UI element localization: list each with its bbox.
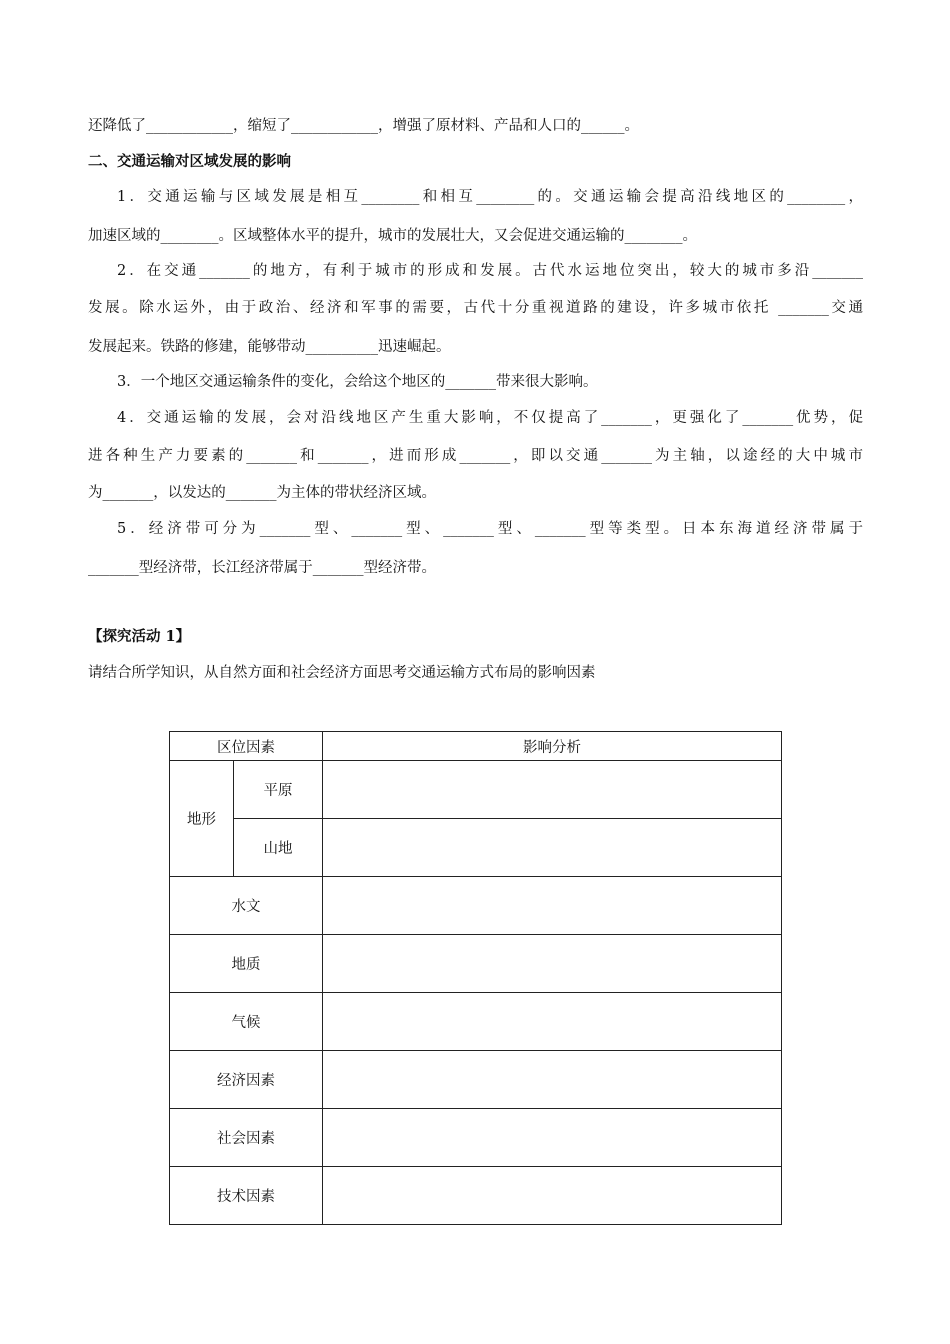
factor-cell: 地质 <box>170 935 323 993</box>
text-line: 4．交通运输的发展，会对沿线地区产生重大影响，不仅提高了_______，更强化了_______优势，促 <box>117 410 863 426</box>
text-line: 2．在交通_______的地方，有利于城市的形成和发展。古代水运地位突出，较大的城市多沿_______ <box>117 263 863 279</box>
text-line: 为_______，以发达的_______为主体的带状经济区域。 <box>88 485 436 501</box>
factor-cell: 技术因素 <box>170 1167 323 1225</box>
header-factor: 区位因素 <box>170 732 323 761</box>
activity-instruction: 请结合所学知识，从自然方面和社会经济方面思考交通运输方式布局的影响因素 <box>88 665 596 681</box>
text-line: 进各种生产力要素的_______和_______，进而形成_______，即以交通_______为主轴，以途经的大中城市 <box>88 448 863 464</box>
activity-heading: 【探究活动 1】 <box>88 628 191 645</box>
answer-cell[interactable] <box>323 993 782 1051</box>
header-analysis: 影响分析 <box>323 732 782 761</box>
answer-cell[interactable] <box>323 877 782 935</box>
factor-cell: 气候 <box>170 993 323 1051</box>
factor-cell: 平原 <box>234 761 323 819</box>
group-cell: 地形 <box>170 761 234 877</box>
text-line: 发展。除水运外，由于政治、经济和军事的需要，古代十分重视道路的建设，许多城市依托 _______交通 <box>88 300 863 316</box>
answer-cell[interactable] <box>323 819 782 877</box>
section-heading: 二、交通运输对区域发展的影响 <box>88 153 291 170</box>
text-line: 发展起来。铁路的修建，能够带动__________迅速崛起。 <box>88 339 451 355</box>
answer-cell[interactable] <box>323 761 782 819</box>
text-line: 加速区域的________。区域整体水平的提升，城市的发展壮大，又会促进交通运输的________。 <box>88 228 697 244</box>
factor-cell: 山地 <box>234 819 323 877</box>
answer-cell[interactable] <box>323 1109 782 1167</box>
text-line: 5．经济带可分为_______型、_______型、_______型、_______型等类型。日本东海道经济带属于 <box>117 521 863 537</box>
factor-cell: 社会因素 <box>170 1109 323 1167</box>
text-line: _______型经济带，长江经济带属于_______型经济带。 <box>88 560 436 576</box>
answer-cell[interactable] <box>323 1167 782 1225</box>
answer-cell[interactable] <box>323 935 782 993</box>
factor-table <box>169 731 782 1225</box>
text-line: 还降低了____________，缩短了____________，增强了原材料、产品和人口的______。 <box>88 118 639 134</box>
factor-cell: 经济因素 <box>170 1051 323 1109</box>
factor-cell: 水文 <box>170 877 323 935</box>
text-line: 3．一个地区交通运输条件的变化，会给这个地区的_______带来很大影响。 <box>117 374 598 390</box>
answer-cell[interactable] <box>323 1051 782 1109</box>
text-line: 1．交通运输与区域发展是相互________和相互________的。交通运输会提高沿线地区的________， <box>117 189 863 205</box>
